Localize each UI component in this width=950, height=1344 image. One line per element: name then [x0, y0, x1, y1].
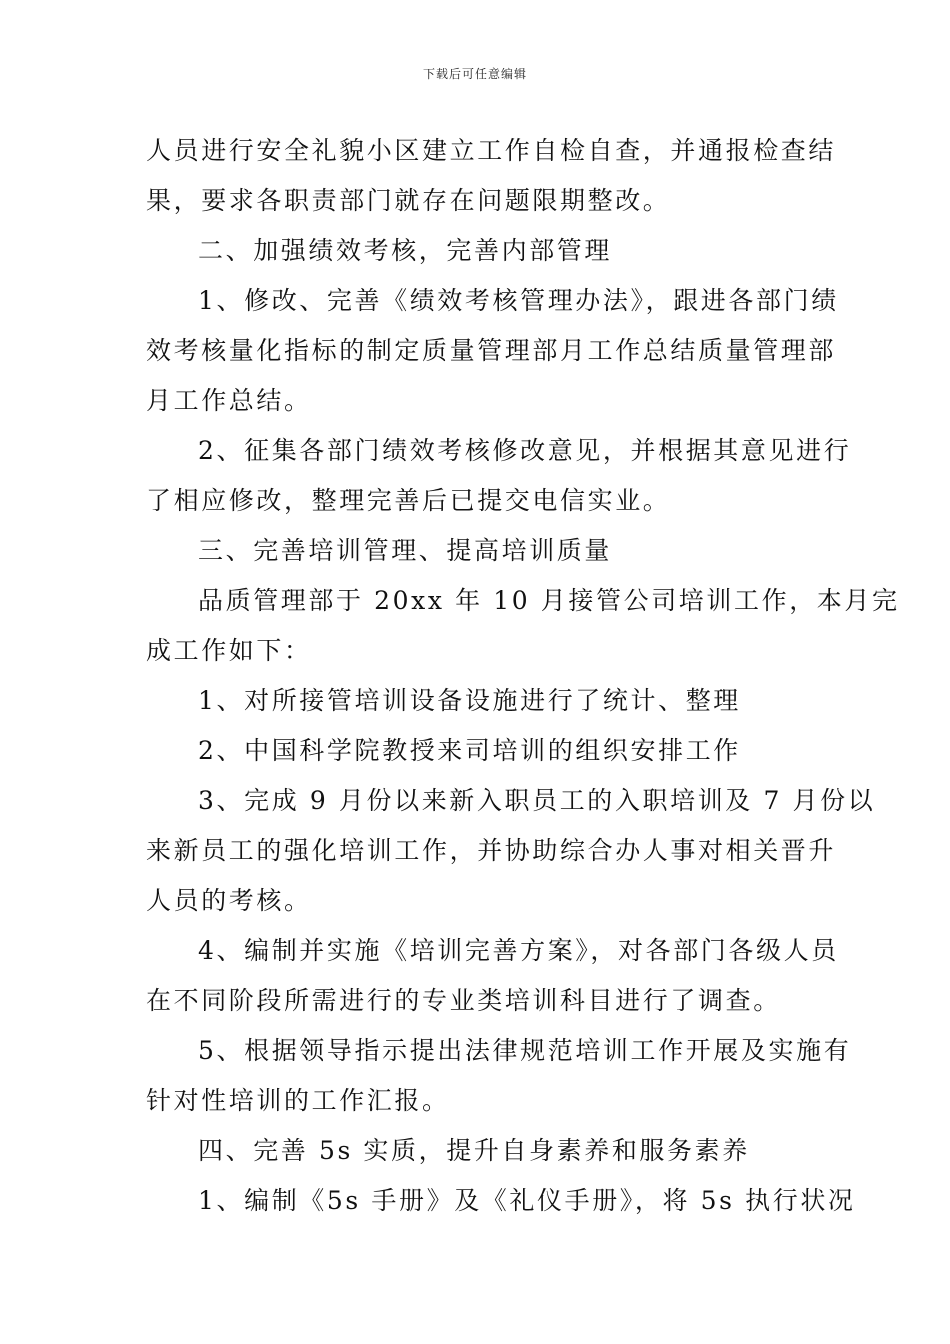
section-heading: 四、完善 5s 实质，提升自身素养和服务素养 — [198, 1136, 750, 1165]
section-heading: 二、加强绩效考核，完善内部管理 — [198, 236, 613, 265]
document-body — [146, 126, 900, 1226]
text-line: 1、编制《5s 手册》及《礼仪手册》，将 5s 执行状况 — [198, 1186, 856, 1215]
text-line: 人员的考核。 — [146, 886, 312, 915]
section-heading: 三、完善培训管理、提高培训质量 — [198, 536, 613, 565]
text-line: 在不同阶段所需进行的专业类培训科目进行了调查。 — [146, 986, 781, 1015]
text-line: 1、修改、完善《绩效考核管理办法》，跟进各部门绩 — [198, 286, 839, 315]
text-line: 1、对所接管培训设备设施进行了统计、整理 — [198, 686, 741, 715]
text-line: 人员进行安全礼貌小区建立工作自检自查，并通报检查结 — [146, 136, 837, 165]
text-line: 3、完成 9 月份以来新入职员工的入职培训及 7 月份以 — [198, 786, 876, 815]
text-line: 果，要求各职责部门就存在问题限期整改。 — [146, 186, 671, 215]
text-line: 2、中国科学院教授来司培训的组织安排工作 — [198, 736, 741, 765]
text-line: 成工作如下： — [146, 636, 312, 665]
text-line: 来新员工的强化培训工作，并协助综合办人事对相关晋升 — [146, 836, 837, 865]
text-line: 了相应修改，整理完善后已提交电信实业。 — [146, 486, 671, 515]
text-line: 2、征集各部门绩效考核修改意见，并根据其意见进行 — [198, 436, 852, 465]
page-header: 下载后可任意编辑 — [422, 67, 527, 81]
text-line: 品质管理部于 20xx 年 10 月接管公司培训工作，本月完 — [198, 586, 900, 615]
text-line: 效考核量化指标的制定质量管理部月工作总结质量管理部 — [146, 336, 837, 365]
text-line: 4、编制并实施《培训完善方案》，对各部门各级人员 — [198, 936, 839, 965]
text-line: 月工作总结。 — [146, 386, 312, 415]
text-line: 5、根据领导指示提出法律规范培训工作开展及实施有 — [198, 1036, 852, 1065]
text-line: 针对性培训的工作汇报。 — [146, 1086, 450, 1115]
